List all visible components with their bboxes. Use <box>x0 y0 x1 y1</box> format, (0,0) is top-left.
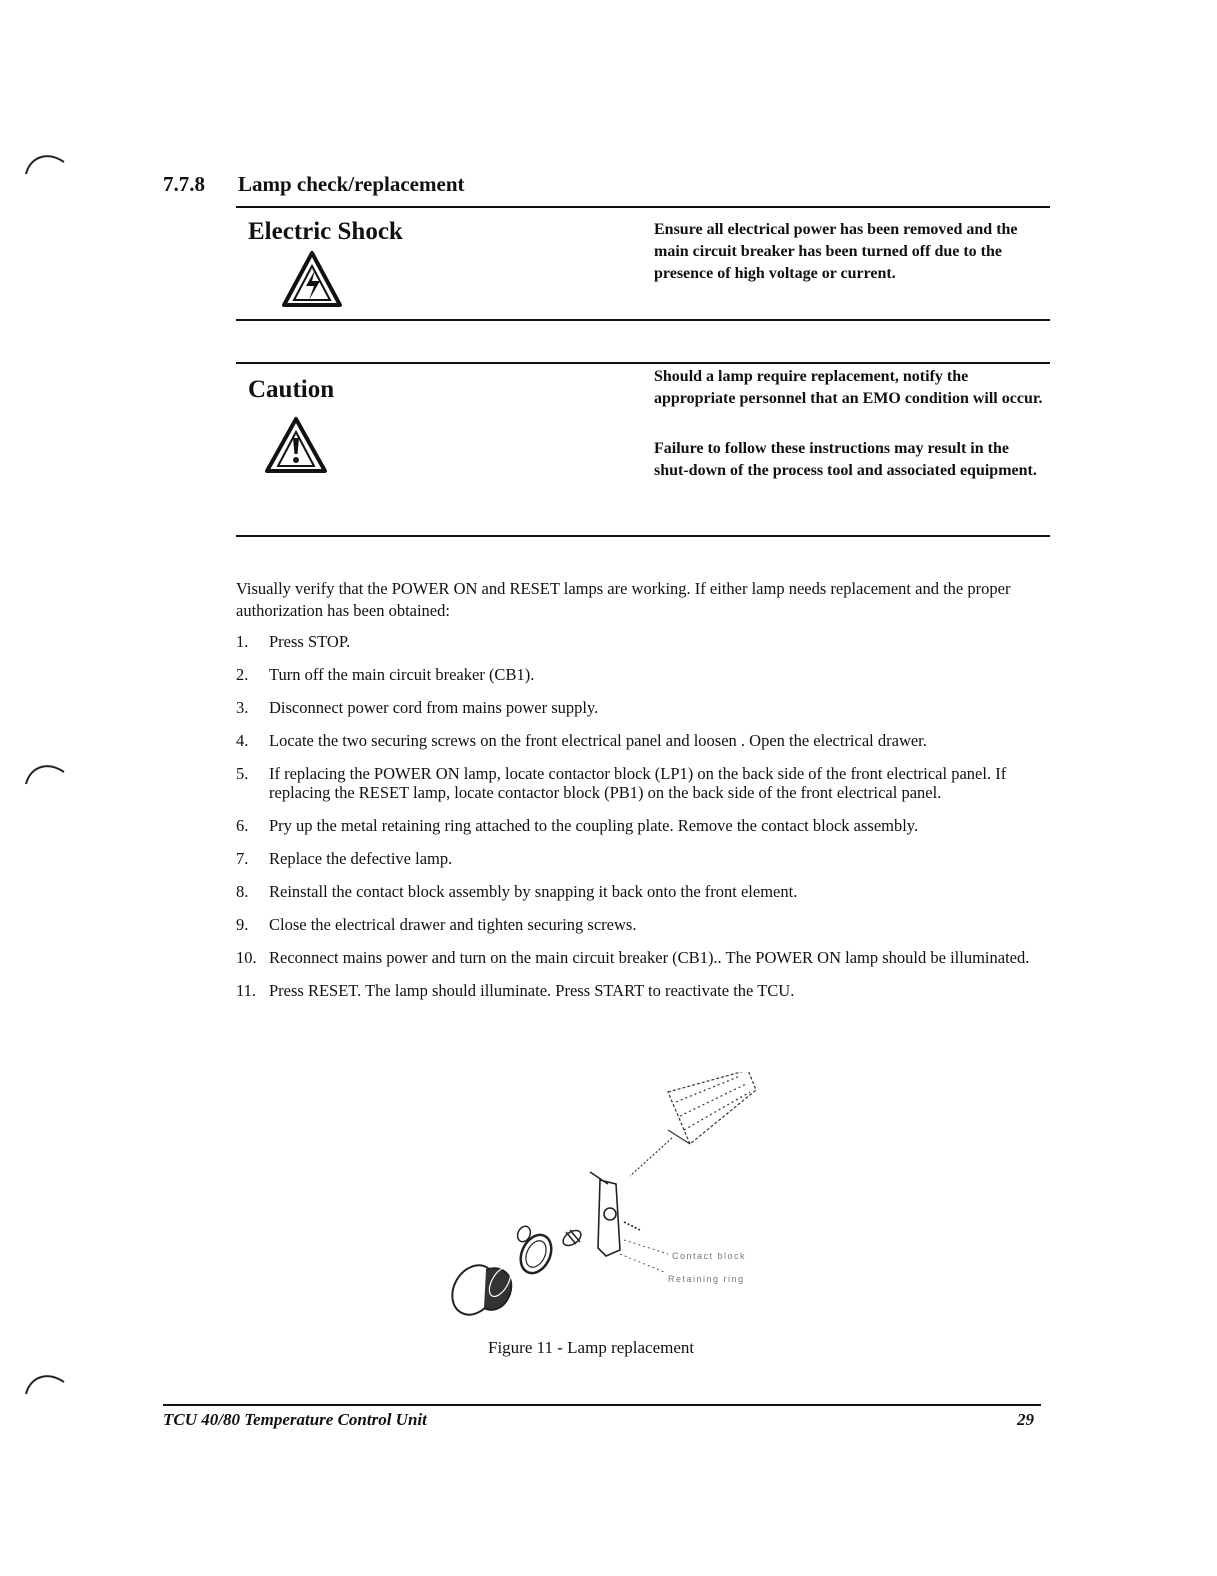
pushbutton-illustration <box>444 1257 515 1322</box>
step-number: 10. <box>236 948 257 967</box>
notice-bottom-rule <box>236 535 1050 537</box>
lamp-bulb-illustration <box>560 1227 583 1248</box>
page-number: 29 <box>1017 1410 1034 1429</box>
step-item <box>236 849 1036 868</box>
leader-lines <box>620 1240 668 1272</box>
section-heading <box>163 172 465 197</box>
lamp-replacement-figure <box>440 1072 780 1332</box>
punch-hole-mark <box>22 148 68 178</box>
step-number: 4. <box>236 731 249 750</box>
figure-caption: Figure 11 - Lamp replacement <box>488 1338 695 1357</box>
footer-rule <box>163 1404 1041 1406</box>
step-text: Locate the two securing screws on the front electrical panel and loosen . Open the electrical drawer. <box>269 731 927 750</box>
screwdriver-illustration <box>630 1072 756 1176</box>
step-text: Replace the defective lamp. <box>269 849 453 868</box>
step-number: 1. <box>236 632 249 651</box>
procedure-steps <box>236 632 1036 1014</box>
step-text: Turn off the main circuit breaker (CB1). <box>269 665 535 684</box>
caution-warning-icon <box>264 416 328 474</box>
notice-bottom-rule <box>236 319 1050 321</box>
caution-title: Caution <box>248 376 335 403</box>
retaining-ring-label: Retaining ring <box>668 1274 745 1284</box>
step-text: Close the electrical drawer and tighten securing screws. <box>269 915 637 934</box>
step-item <box>236 632 1036 651</box>
step-number: 11. <box>236 981 257 1000</box>
step-text: Press RESET. The lamp should illuminate. Press START to reactivate the TCU. <box>269 981 795 1000</box>
step-number: 2. <box>236 665 249 684</box>
step-item <box>236 665 1036 684</box>
step-text: Reinstall the contact block assembly by snapping it back onto the front element. <box>269 882 798 901</box>
electric-shock-paragraph: Ensure all electrical power has been removed and the main circuit breaker has been turned off due to the presence of high voltage or current. <box>654 221 1018 282</box>
retaining-ring-illustration <box>515 1224 557 1278</box>
step-number: 9. <box>236 915 249 934</box>
footer-document-title: TCU 40/80 Temperature Control Unit <box>163 1410 427 1429</box>
caution-paragraph: Should a lamp require replacement, notify the appropriate personnel that an EMO condition will occur. <box>654 368 1043 407</box>
step-item <box>236 698 1036 717</box>
step-item <box>236 731 1036 750</box>
notice-top-rule <box>236 206 1050 208</box>
intro-paragraph: Visually verify that the POWER ON and RESET lamps are working. If either lamp needs replacement and the proper authorization has been obtained: <box>236 579 1011 620</box>
step-number: 8. <box>236 882 249 901</box>
step-text: If replacing the POWER ON lamp, locate contactor block (LP1) on the back side of the front electrical panel. If replacing the RESET lamp, locate contactor block (PB1) on the back side of the front electrical panel. <box>269 764 1007 802</box>
step-text: Press STOP. <box>269 632 351 651</box>
caution-paragraph: Failure to follow these instructions may result in the shut-down of the process tool and associated equipment. <box>654 440 1037 479</box>
step-item <box>236 882 1036 901</box>
contact-block-illustration <box>590 1172 640 1256</box>
step-text: Pry up the metal retaining ring attached to the coupling plate. Remove the contact block assembly. <box>269 816 919 835</box>
section-number: 7.7.8 <box>163 172 205 196</box>
step-item <box>236 764 1036 802</box>
step-item <box>236 816 1036 835</box>
caution-text <box>654 366 1046 502</box>
punch-hole-mark <box>22 758 68 788</box>
electric-shock-text <box>654 219 1046 305</box>
step-item <box>236 948 1036 967</box>
step-text: Reconnect mains power and turn on the main circuit breaker (CB1).. The POWER ON lamp should be illuminated. <box>269 948 1030 967</box>
contact-block-label: Contact block <box>672 1251 747 1261</box>
section-title: Lamp check/replacement <box>238 172 465 196</box>
electric-shock-title: Electric Shock <box>248 218 403 245</box>
step-item <box>236 981 1036 1000</box>
step-number: 3. <box>236 698 249 717</box>
notice-top-rule <box>236 362 1050 364</box>
step-number: 7. <box>236 849 249 868</box>
step-number: 6. <box>236 816 249 835</box>
punch-hole-mark <box>22 1368 68 1398</box>
step-text: Disconnect power cord from mains power supply. <box>269 698 599 717</box>
step-number: 5. <box>236 764 249 783</box>
electric-shock-warning-icon <box>281 250 343 308</box>
step-item <box>236 915 1036 934</box>
